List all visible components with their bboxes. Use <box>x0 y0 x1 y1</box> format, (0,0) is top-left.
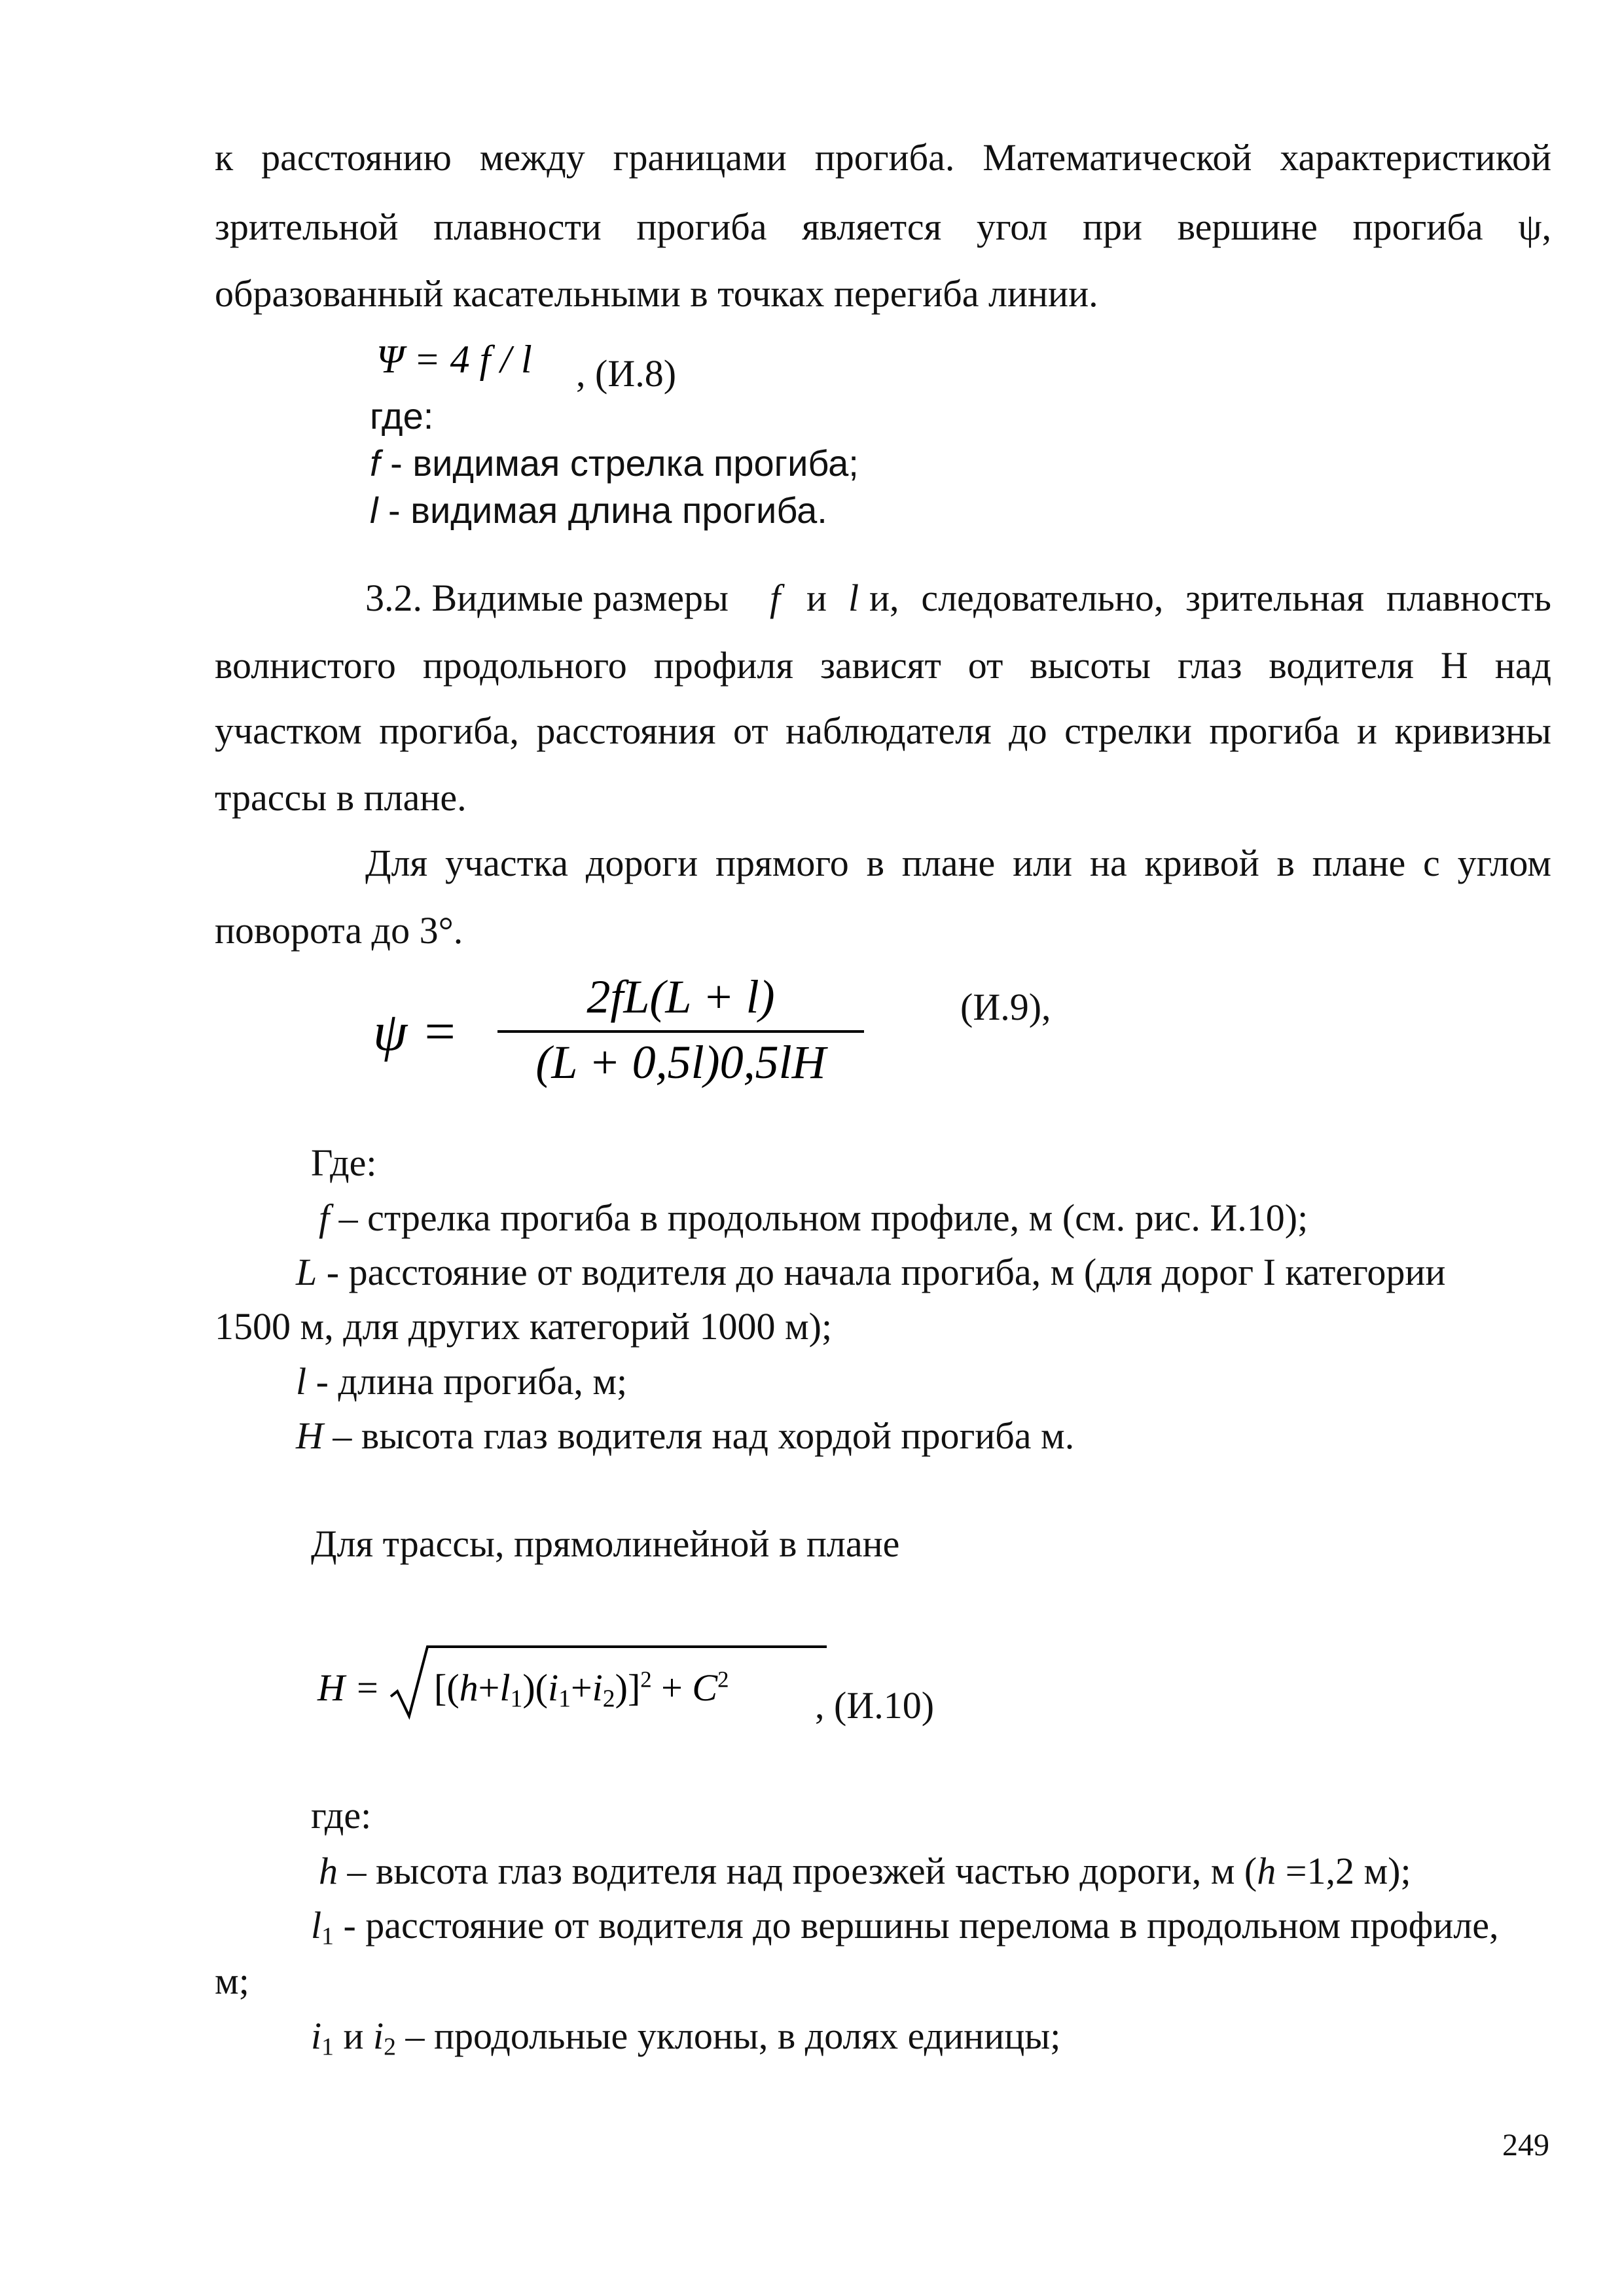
definition-text: – высота глаз водителя над хордой прогиба м. <box>323 1414 1075 1457</box>
definition-text: - видимая длина прогиба. <box>378 490 827 531</box>
paragraph-line: к расстоянию между границами прогиба. Математической характеристикой <box>215 136 1551 179</box>
definition-text: – стрелка прогиба в продольном профиле, м (см. рис. И.10); <box>329 1196 1308 1239</box>
formula-i8 <box>376 337 532 382</box>
definition-h <box>319 1852 1411 1890</box>
text-span: 3.2. Видимые размеры <box>365 577 729 619</box>
subscript: 2 <box>384 2033 396 2061</box>
definition-text: – продольные уклоны, в долях единицы; <box>395 2015 1061 2057</box>
where-label: Где: <box>311 1141 377 1184</box>
text-span: и <box>806 577 827 619</box>
fraction-bar <box>497 1030 864 1033</box>
definition-l <box>296 1360 628 1403</box>
formula-lhs: H = <box>317 1666 380 1709</box>
paragraph-line: поворота до 3°. <box>215 909 463 952</box>
formula-radicand: $[(h+l_1)(i_1+i_2)]^2 + C^2$ <box>434 1666 729 1713</box>
definition-text: - видимая стрелка прогиба; <box>380 442 859 484</box>
paragraph-line: участком прогиба, расстояния от наблюдателя до стрелки прогиба и кривизны <box>215 709 1551 752</box>
formula-numerator: 2fL(L + l) <box>586 971 775 1023</box>
text-span: Для участка дороги прямого в плане или на кривой в плане с углом <box>365 842 1551 884</box>
symbol: i <box>311 2015 322 2057</box>
symbol: L <box>296 1251 317 1293</box>
symbol: f <box>319 1196 330 1239</box>
subscript: 1 <box>321 1922 334 1950</box>
equation-ref-i9: (И.9), <box>960 986 1051 1028</box>
symbol: l <box>311 1904 322 1946</box>
paragraph-line: образованный касательными в точках перегиба линии. <box>215 272 1098 315</box>
paragraph-line: волнистого продольного профиля зависят от высоты глаз водителя Н над <box>215 644 1551 687</box>
definition-i1-i2 <box>311 2017 1060 2060</box>
definition-f <box>370 442 859 484</box>
formula-i9 <box>373 971 929 1088</box>
text-span: и <box>333 2015 374 2057</box>
subscript: 1 <box>321 2033 334 2061</box>
text-span: и, следовательно, зрительная плавность <box>869 577 1551 619</box>
symbol: H <box>296 1414 323 1457</box>
definition-L <box>296 1253 1445 1291</box>
definition-H <box>296 1414 1075 1457</box>
formula-lhs: ψ = <box>373 1001 458 1062</box>
where-label: где: <box>311 1794 372 1837</box>
definition-f <box>319 1196 1308 1239</box>
symbol: l <box>848 577 859 619</box>
where-label: где: <box>370 395 434 437</box>
definition-text: - расстояние от водителя до вершины перелома в продольном профиле, <box>333 1904 1499 1946</box>
definition-l1 <box>311 1904 1499 1950</box>
symbol: h <box>319 1850 338 1892</box>
formula-denominator: (L + 0,5l)0,5lH <box>535 1036 826 1088</box>
symbol: l <box>296 1360 307 1403</box>
definition-text: - расстояние от водителя до начала прогиба, м (для дорог I категории <box>317 1251 1446 1293</box>
paragraph-line: Для трассы, прямолинейной в плане <box>311 1522 900 1565</box>
definition-text: - длина прогиба, м; <box>306 1360 628 1403</box>
equation-ref-i8: , (И.8) <box>576 352 677 395</box>
symbol: i <box>373 2015 384 2057</box>
definition-l <box>370 492 827 529</box>
symbol: l <box>370 490 378 531</box>
definition-text: =1,2 м); <box>1276 1850 1411 1892</box>
symbol: f <box>370 442 380 484</box>
symbol: h <box>1257 1850 1276 1892</box>
paragraph-line: зрительной плавности прогиба является угол при вершине прогиба ψ, <box>215 206 1551 248</box>
formula-i10 <box>317 1636 789 1728</box>
definition-l1-continued: м; <box>215 1960 249 2002</box>
symbol: f <box>770 577 781 619</box>
definition-text: – высота глаз водителя над проезжей частью дороги, м ( <box>338 1850 1257 1892</box>
paragraph-line: трассы в плане. <box>215 776 467 819</box>
equation-ref-i10: , (И.10) <box>815 1684 935 1727</box>
definition-L-continued: 1500 м, для других категорий 1000 м); <box>215 1305 833 1348</box>
formula-text: Ψ = 4 f / l <box>376 338 532 381</box>
page-number: 249 <box>1502 2128 1549 2162</box>
